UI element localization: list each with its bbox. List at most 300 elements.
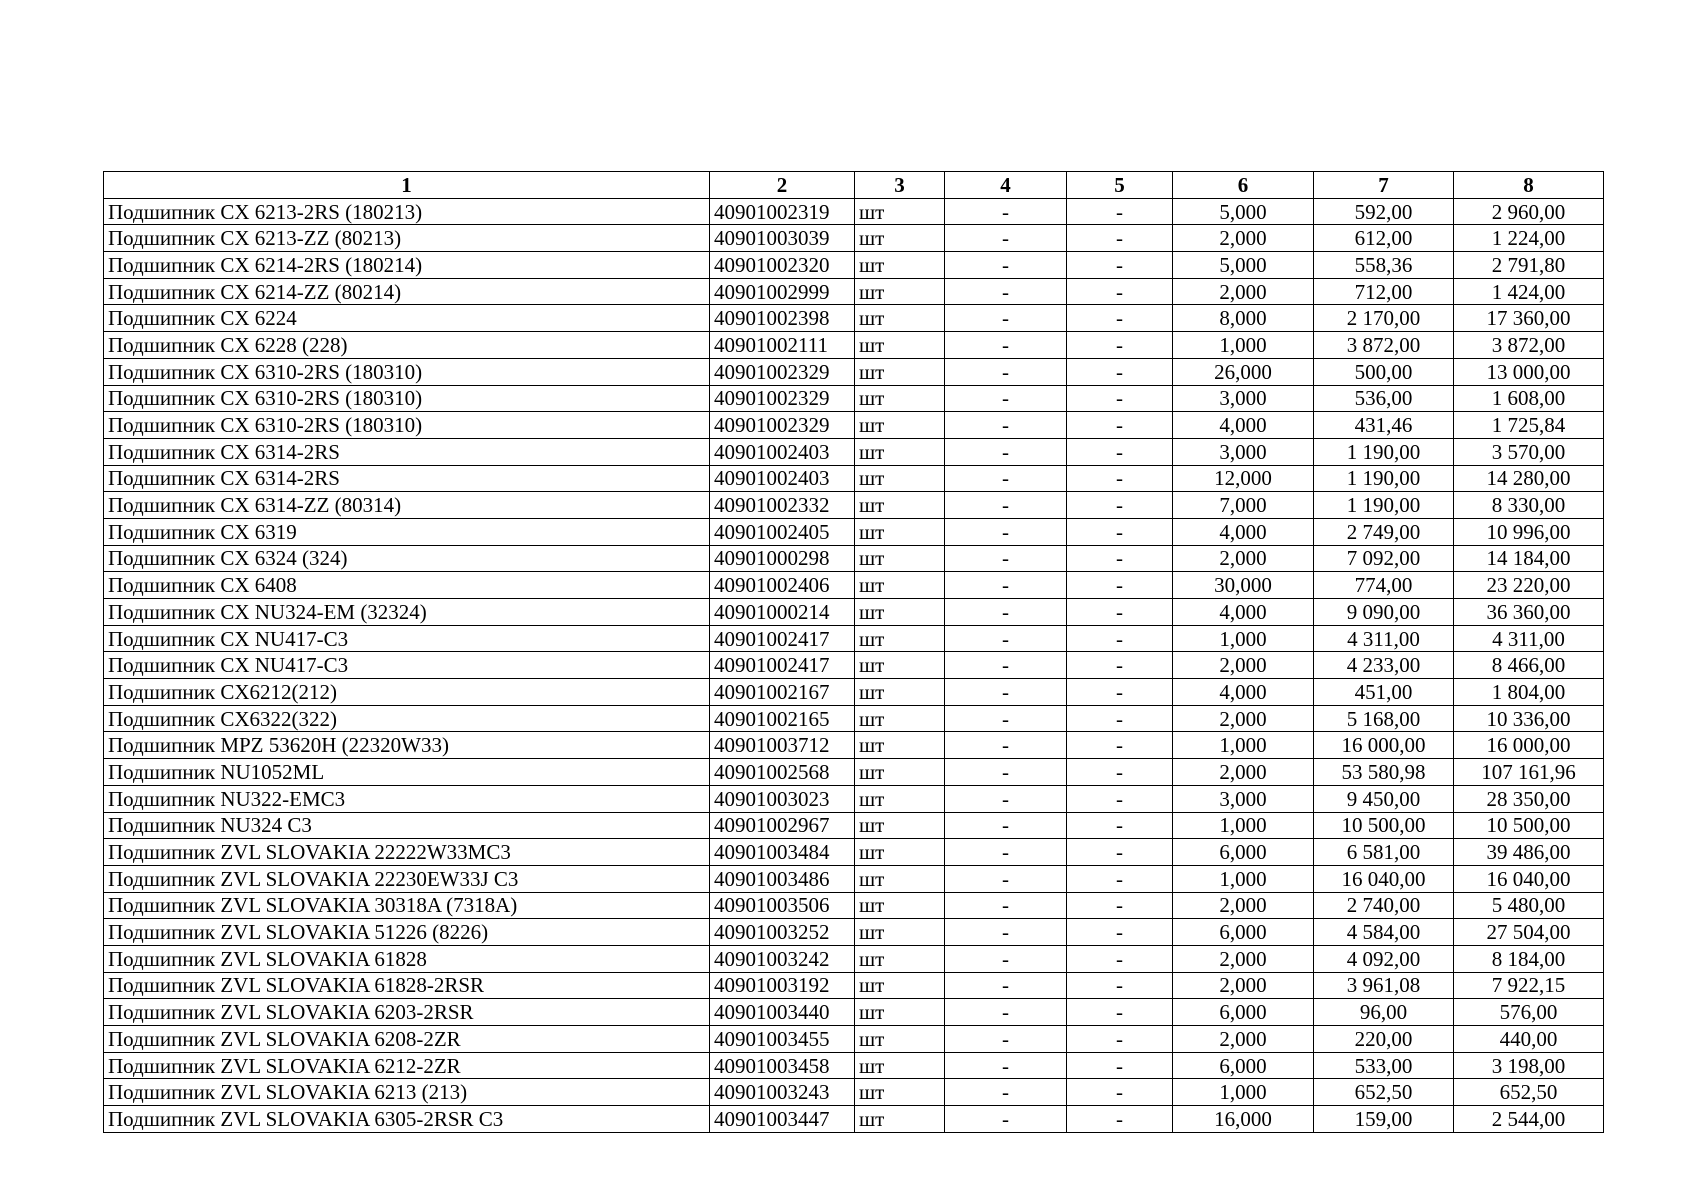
unit-cell: шт <box>855 812 945 839</box>
total-cell: 13 000,00 <box>1454 358 1604 385</box>
column-4-cell: - <box>945 412 1067 439</box>
unit-cell: шт <box>855 412 945 439</box>
quantity-cell: 26,000 <box>1173 358 1314 385</box>
total-cell: 576,00 <box>1454 999 1604 1026</box>
quantity-cell: 1,000 <box>1173 625 1314 652</box>
quantity-cell: 4,000 <box>1173 518 1314 545</box>
unit-cell: шт <box>855 198 945 225</box>
unit-cell: шт <box>855 599 945 626</box>
column-5-cell: - <box>1067 332 1173 359</box>
item-code-cell: 40901000298 <box>710 545 855 572</box>
total-cell: 5 480,00 <box>1454 892 1604 919</box>
unit-cell: шт <box>855 679 945 706</box>
column-5-cell: - <box>1067 252 1173 279</box>
column-5-cell: - <box>1067 839 1173 866</box>
total-cell: 39 486,00 <box>1454 839 1604 866</box>
column-header-5: 5 <box>1067 172 1173 199</box>
column-4-cell: - <box>945 225 1067 252</box>
quantity-cell: 5,000 <box>1173 252 1314 279</box>
item-name-cell: Подшипник ZVL SLOVAKIA 6203-2RSR <box>104 999 710 1026</box>
item-code-cell: 40901002320 <box>710 252 855 279</box>
total-cell: 10 996,00 <box>1454 518 1604 545</box>
unit-price-cell: 2 170,00 <box>1314 305 1454 332</box>
item-code-cell: 40901002967 <box>710 812 855 839</box>
item-code-cell: 40901002568 <box>710 759 855 786</box>
item-name-cell: Подшипник ZVL SLOVAKIA 61828 <box>104 945 710 972</box>
unit-cell: шт <box>855 919 945 946</box>
total-cell: 16 000,00 <box>1454 732 1604 759</box>
unit-price-cell: 16 000,00 <box>1314 732 1454 759</box>
column-4-cell: - <box>945 865 1067 892</box>
item-name-cell: Подшипник ZVL SLOVAKIA 22230EW33J C3 <box>104 865 710 892</box>
item-code-cell: 40901002319 <box>710 198 855 225</box>
quantity-cell: 2,000 <box>1173 972 1314 999</box>
column-5-cell: - <box>1067 1079 1173 1106</box>
unit-cell: шт <box>855 732 945 759</box>
column-header-7: 7 <box>1314 172 1454 199</box>
unit-cell: шт <box>855 625 945 652</box>
column-4-cell: - <box>945 465 1067 492</box>
table-row <box>104 679 1604 706</box>
unit-price-cell: 4 311,00 <box>1314 625 1454 652</box>
item-code-cell: 40901003023 <box>710 785 855 812</box>
unit-cell: шт <box>855 1106 945 1133</box>
unit-price-cell: 712,00 <box>1314 278 1454 305</box>
total-cell: 16 040,00 <box>1454 865 1604 892</box>
column-5-cell: - <box>1067 705 1173 732</box>
table-row <box>104 972 1604 999</box>
quantity-cell: 4,000 <box>1173 412 1314 439</box>
unit-cell: шт <box>855 865 945 892</box>
item-code-cell: 40901003039 <box>710 225 855 252</box>
table-row <box>104 385 1604 412</box>
column-4-cell: - <box>945 892 1067 919</box>
total-cell: 14 184,00 <box>1454 545 1604 572</box>
column-4-cell: - <box>945 1026 1067 1053</box>
table-row <box>104 465 1604 492</box>
column-5-cell: - <box>1067 278 1173 305</box>
unit-cell: шт <box>855 518 945 545</box>
unit-cell: шт <box>855 278 945 305</box>
column-5-cell: - <box>1067 919 1173 946</box>
unit-price-cell: 1 190,00 <box>1314 465 1454 492</box>
column-header-3: 3 <box>855 172 945 199</box>
item-code-cell: 40901002417 <box>710 652 855 679</box>
total-cell: 3 198,00 <box>1454 1052 1604 1079</box>
table-row <box>104 358 1604 385</box>
total-cell: 2 791,80 <box>1454 252 1604 279</box>
column-5-cell: - <box>1067 572 1173 599</box>
unit-price-cell: 1 190,00 <box>1314 492 1454 519</box>
unit-cell: шт <box>855 305 945 332</box>
column-4-cell: - <box>945 1052 1067 1079</box>
unit-cell: шт <box>855 465 945 492</box>
item-name-cell: Подшипник ZVL SLOVAKIA 22222W33MC3 <box>104 839 710 866</box>
quantity-cell: 1,000 <box>1173 812 1314 839</box>
column-4-cell: - <box>945 198 1067 225</box>
table-row <box>104 599 1604 626</box>
table-row <box>104 1079 1604 1106</box>
column-4-cell: - <box>945 999 1067 1026</box>
column-4-cell: - <box>945 545 1067 572</box>
total-cell: 4 311,00 <box>1454 625 1604 652</box>
item-name-cell: Подшипник CX 6408 <box>104 572 710 599</box>
total-cell: 27 504,00 <box>1454 919 1604 946</box>
column-4-cell: - <box>945 332 1067 359</box>
table-row <box>104 705 1604 732</box>
item-name-cell: Подшипник CX 6213-ZZ (80213) <box>104 225 710 252</box>
item-code-cell: 40901003486 <box>710 865 855 892</box>
table-row <box>104 945 1604 972</box>
item-code-cell: 40901002329 <box>710 385 855 412</box>
item-name-cell: Подшипник NU1052ML <box>104 759 710 786</box>
table-row <box>104 1052 1604 1079</box>
table-body <box>104 198 1604 1132</box>
quantity-cell: 2,000 <box>1173 225 1314 252</box>
table-row <box>104 625 1604 652</box>
item-code-cell: 40901003440 <box>710 999 855 1026</box>
total-cell: 10 500,00 <box>1454 812 1604 839</box>
unit-price-cell: 9 450,00 <box>1314 785 1454 812</box>
quantity-cell: 7,000 <box>1173 492 1314 519</box>
unit-price-cell: 558,36 <box>1314 252 1454 279</box>
total-cell: 28 350,00 <box>1454 785 1604 812</box>
unit-cell: шт <box>855 1026 945 1053</box>
unit-price-cell: 6 581,00 <box>1314 839 1454 866</box>
item-code-cell: 40901002417 <box>710 625 855 652</box>
table-row <box>104 545 1604 572</box>
unit-price-cell: 2 740,00 <box>1314 892 1454 919</box>
unit-price-cell: 536,00 <box>1314 385 1454 412</box>
column-4-cell: - <box>945 358 1067 385</box>
table-row <box>104 785 1604 812</box>
table-row <box>104 839 1604 866</box>
unit-cell: шт <box>855 839 945 866</box>
item-name-cell: Подшипник ZVL SLOVAKIA 6213 (213) <box>104 1079 710 1106</box>
column-5-cell: - <box>1067 785 1173 812</box>
table-header <box>104 172 1604 199</box>
column-4-cell: - <box>945 385 1067 412</box>
item-name-cell: Подшипник CX6212(212) <box>104 679 710 706</box>
unit-cell: шт <box>855 652 945 679</box>
item-code-cell: 40901002403 <box>710 465 855 492</box>
column-4-cell: - <box>945 438 1067 465</box>
item-name-cell: Подшипник CX 6310-2RS (180310) <box>104 385 710 412</box>
total-cell: 7 922,15 <box>1454 972 1604 999</box>
unit-price-cell: 159,00 <box>1314 1106 1454 1133</box>
column-5-cell: - <box>1067 545 1173 572</box>
unit-price-cell: 3 872,00 <box>1314 332 1454 359</box>
total-cell: 3 872,00 <box>1454 332 1604 359</box>
table-row <box>104 305 1604 332</box>
table-row <box>104 438 1604 465</box>
column-5-cell: - <box>1067 358 1173 385</box>
quantity-cell: 1,000 <box>1173 1079 1314 1106</box>
item-code-cell: 40901002111 <box>710 332 855 359</box>
unit-price-cell: 2 749,00 <box>1314 518 1454 545</box>
column-5-cell: - <box>1067 518 1173 545</box>
quantity-cell: 2,000 <box>1173 278 1314 305</box>
item-code-cell: 40901002167 <box>710 679 855 706</box>
quantity-cell: 1,000 <box>1173 332 1314 359</box>
column-header-8: 8 <box>1454 172 1604 199</box>
column-4-cell: - <box>945 972 1067 999</box>
column-4-cell: - <box>945 1079 1067 1106</box>
quantity-cell: 8,000 <box>1173 305 1314 332</box>
column-4-cell: - <box>945 919 1067 946</box>
total-cell: 1 608,00 <box>1454 385 1604 412</box>
quantity-cell: 4,000 <box>1173 679 1314 706</box>
bearings-table <box>103 171 1604 1133</box>
column-4-cell: - <box>945 759 1067 786</box>
item-name-cell: Подшипник CX 6324 (324) <box>104 545 710 572</box>
item-code-cell: 40901003252 <box>710 919 855 946</box>
item-name-cell: Подшипник ZVL SLOVAKIA 30318A (7318A) <box>104 892 710 919</box>
item-code-cell: 40901003243 <box>710 1079 855 1106</box>
column-header-6: 6 <box>1173 172 1314 199</box>
unit-price-cell: 652,50 <box>1314 1079 1454 1106</box>
quantity-cell: 1,000 <box>1173 732 1314 759</box>
column-5-cell: - <box>1067 732 1173 759</box>
column-5-cell: - <box>1067 999 1173 1026</box>
quantity-cell: 12,000 <box>1173 465 1314 492</box>
item-code-cell: 40901003458 <box>710 1052 855 1079</box>
item-code-cell: 40901002406 <box>710 572 855 599</box>
item-name-cell: Подшипник ZVL SLOVAKIA 61828-2RSR <box>104 972 710 999</box>
unit-cell: шт <box>855 1079 945 1106</box>
column-4-cell: - <box>945 812 1067 839</box>
quantity-cell: 3,000 <box>1173 438 1314 465</box>
quantity-cell: 6,000 <box>1173 1052 1314 1079</box>
item-code-cell: 40901002165 <box>710 705 855 732</box>
item-code-cell: 40901002999 <box>710 278 855 305</box>
column-4-cell: - <box>945 945 1067 972</box>
total-cell: 14 280,00 <box>1454 465 1604 492</box>
total-cell: 107 161,96 <box>1454 759 1604 786</box>
item-code-cell: 40901002332 <box>710 492 855 519</box>
quantity-cell: 1,000 <box>1173 865 1314 892</box>
unit-cell: шт <box>855 705 945 732</box>
table-row <box>104 759 1604 786</box>
item-name-cell: Подшипник ZVL SLOVAKIA 6305-2RSR C3 <box>104 1106 710 1133</box>
column-5-cell: - <box>1067 1026 1173 1053</box>
total-cell: 8 466,00 <box>1454 652 1604 679</box>
quantity-cell: 6,000 <box>1173 839 1314 866</box>
item-name-cell: Подшипник CX6322(322) <box>104 705 710 732</box>
unit-cell: шт <box>855 385 945 412</box>
column-header-2: 2 <box>710 172 855 199</box>
item-code-cell: 40901002403 <box>710 438 855 465</box>
table-row <box>104 518 1604 545</box>
column-5-cell: - <box>1067 198 1173 225</box>
item-name-cell: Подшипник CX 6319 <box>104 518 710 545</box>
table-row <box>104 892 1604 919</box>
item-name-cell: Подшипник CX NU324-EM (32324) <box>104 599 710 626</box>
item-name-cell: Подшипник CX 6310-2RS (180310) <box>104 358 710 385</box>
table-row <box>104 865 1604 892</box>
item-name-cell: Подшипник ZVL SLOVAKIA 51226 (8226) <box>104 919 710 946</box>
unit-cell: шт <box>855 999 945 1026</box>
unit-price-cell: 5 168,00 <box>1314 705 1454 732</box>
item-code-cell: 40901003447 <box>710 1106 855 1133</box>
unit-price-cell: 1 190,00 <box>1314 438 1454 465</box>
unit-cell: шт <box>855 572 945 599</box>
item-code-cell: 40901003506 <box>710 892 855 919</box>
unit-cell: шт <box>855 785 945 812</box>
column-4-cell: - <box>945 518 1067 545</box>
item-name-cell: Подшипник NU322-EMC3 <box>104 785 710 812</box>
item-name-cell: Подшипник CX 6213-2RS (180213) <box>104 198 710 225</box>
item-name-cell: Подшипник CX 6314-2RS <box>104 438 710 465</box>
unit-price-cell: 220,00 <box>1314 1026 1454 1053</box>
unit-price-cell: 4 233,00 <box>1314 652 1454 679</box>
unit-price-cell: 774,00 <box>1314 572 1454 599</box>
column-4-cell: - <box>945 785 1067 812</box>
total-cell: 1 804,00 <box>1454 679 1604 706</box>
item-name-cell: Подшипник CX 6214-2RS (180214) <box>104 252 710 279</box>
column-4-cell: - <box>945 305 1067 332</box>
quantity-cell: 3,000 <box>1173 385 1314 412</box>
column-5-cell: - <box>1067 865 1173 892</box>
column-4-cell: - <box>945 625 1067 652</box>
unit-price-cell: 451,00 <box>1314 679 1454 706</box>
total-cell: 10 336,00 <box>1454 705 1604 732</box>
column-4-cell: - <box>945 679 1067 706</box>
quantity-cell: 2,000 <box>1173 1026 1314 1053</box>
total-cell: 17 360,00 <box>1454 305 1604 332</box>
column-5-cell: - <box>1067 1052 1173 1079</box>
table-row <box>104 252 1604 279</box>
column-4-cell: - <box>945 278 1067 305</box>
item-name-cell: Подшипник ZVL SLOVAKIA 6212-2ZR <box>104 1052 710 1079</box>
column-4-cell: - <box>945 492 1067 519</box>
item-code-cell: 40901003455 <box>710 1026 855 1053</box>
column-5-cell: - <box>1067 812 1173 839</box>
item-code-cell: 40901003484 <box>710 839 855 866</box>
table-row <box>104 332 1604 359</box>
column-5-cell: - <box>1067 625 1173 652</box>
column-5-cell: - <box>1067 599 1173 626</box>
item-name-cell: Подшипник MPZ 53620H (22320W33) <box>104 732 710 759</box>
item-code-cell: 40901002398 <box>710 305 855 332</box>
quantity-cell: 2,000 <box>1173 945 1314 972</box>
column-4-cell: - <box>945 732 1067 759</box>
unit-cell: шт <box>855 358 945 385</box>
total-cell: 36 360,00 <box>1454 599 1604 626</box>
column-5-cell: - <box>1067 385 1173 412</box>
column-4-cell: - <box>945 839 1067 866</box>
item-code-cell: 40901003242 <box>710 945 855 972</box>
column-5-cell: - <box>1067 892 1173 919</box>
item-name-cell: Подшипник CX NU417-C3 <box>104 625 710 652</box>
column-5-cell: - <box>1067 1106 1173 1133</box>
unit-price-cell: 16 040,00 <box>1314 865 1454 892</box>
column-4-cell: - <box>945 705 1067 732</box>
table-row <box>104 1106 1604 1133</box>
unit-price-cell: 7 092,00 <box>1314 545 1454 572</box>
table-row <box>104 492 1604 519</box>
item-name-cell: Подшипник CX 6214-ZZ (80214) <box>104 278 710 305</box>
item-name-cell: Подшипник CX 6310-2RS (180310) <box>104 412 710 439</box>
total-cell: 2 544,00 <box>1454 1106 1604 1133</box>
unit-price-cell: 533,00 <box>1314 1052 1454 1079</box>
total-cell: 652,50 <box>1454 1079 1604 1106</box>
table-row <box>104 225 1604 252</box>
table-row <box>104 919 1604 946</box>
table-row <box>104 999 1604 1026</box>
total-cell: 8 330,00 <box>1454 492 1604 519</box>
column-5-cell: - <box>1067 759 1173 786</box>
unit-cell: шт <box>855 972 945 999</box>
total-cell: 1 224,00 <box>1454 225 1604 252</box>
unit-cell: шт <box>855 892 945 919</box>
quantity-cell: 2,000 <box>1173 759 1314 786</box>
table-row <box>104 732 1604 759</box>
unit-price-cell: 612,00 <box>1314 225 1454 252</box>
table-row <box>104 198 1604 225</box>
item-name-cell: Подшипник CX 6314-ZZ (80314) <box>104 492 710 519</box>
unit-cell: шт <box>855 332 945 359</box>
table-row <box>104 652 1604 679</box>
total-cell: 440,00 <box>1454 1026 1604 1053</box>
column-5-cell: - <box>1067 412 1173 439</box>
table-row <box>104 572 1604 599</box>
unit-price-cell: 10 500,00 <box>1314 812 1454 839</box>
item-name-cell: Подшипник CX NU417-C3 <box>104 652 710 679</box>
unit-price-cell: 500,00 <box>1314 358 1454 385</box>
total-cell: 8 184,00 <box>1454 945 1604 972</box>
total-cell: 3 570,00 <box>1454 438 1604 465</box>
unit-price-cell: 592,00 <box>1314 198 1454 225</box>
column-5-cell: - <box>1067 305 1173 332</box>
unit-cell: шт <box>855 945 945 972</box>
quantity-cell: 6,000 <box>1173 999 1314 1026</box>
item-code-cell: 40901003192 <box>710 972 855 999</box>
quantity-cell: 4,000 <box>1173 599 1314 626</box>
column-5-cell: - <box>1067 492 1173 519</box>
table-row <box>104 1026 1604 1053</box>
item-name-cell: Подшипник NU324 C3 <box>104 812 710 839</box>
quantity-cell: 2,000 <box>1173 545 1314 572</box>
column-5-cell: - <box>1067 465 1173 492</box>
total-cell: 1 424,00 <box>1454 278 1604 305</box>
quantity-cell: 16,000 <box>1173 1106 1314 1133</box>
column-5-cell: - <box>1067 972 1173 999</box>
total-cell: 1 725,84 <box>1454 412 1604 439</box>
quantity-cell: 2,000 <box>1173 892 1314 919</box>
column-4-cell: - <box>945 599 1067 626</box>
unit-cell: шт <box>855 252 945 279</box>
item-code-cell: 40901003712 <box>710 732 855 759</box>
column-5-cell: - <box>1067 225 1173 252</box>
unit-cell: шт <box>855 438 945 465</box>
document-page <box>103 171 1603 1133</box>
unit-price-cell: 4 584,00 <box>1314 919 1454 946</box>
quantity-cell: 2,000 <box>1173 705 1314 732</box>
quantity-cell: 3,000 <box>1173 785 1314 812</box>
column-header-1: 1 <box>104 172 710 199</box>
column-5-cell: - <box>1067 679 1173 706</box>
unit-price-cell: 53 580,98 <box>1314 759 1454 786</box>
unit-price-cell: 4 092,00 <box>1314 945 1454 972</box>
item-name-cell: Подшипник CX 6224 <box>104 305 710 332</box>
item-code-cell: 40901002405 <box>710 518 855 545</box>
quantity-cell: 2,000 <box>1173 652 1314 679</box>
quantity-cell: 6,000 <box>1173 919 1314 946</box>
unit-price-cell: 431,46 <box>1314 412 1454 439</box>
table-row <box>104 278 1604 305</box>
unit-cell: шт <box>855 1052 945 1079</box>
